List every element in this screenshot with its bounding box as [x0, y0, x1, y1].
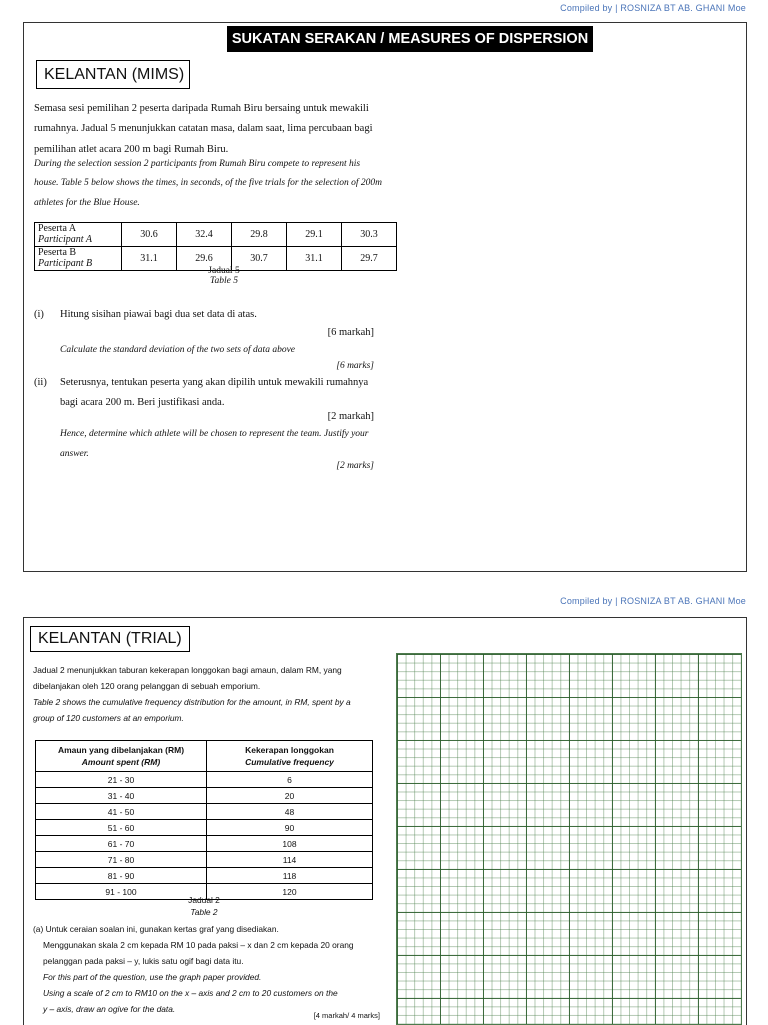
instruction-line: y – axis, draw an ogive for the data. — [43, 1003, 176, 1014]
credit-line: Compiled by | ROSNIZA BT AB. GHANI Moe — [560, 3, 746, 13]
participant-label: Peserta B — [38, 247, 77, 258]
section-label-trial: KELANTAN (TRIAL) — [30, 626, 190, 652]
table-row — [36, 820, 373, 836]
participant-label: Peserta A — [38, 223, 77, 234]
amount-cell: 61 - 70 — [36, 836, 207, 852]
worksheet-page-mims — [23, 22, 747, 572]
instruction-line: (a) Untuk ceraian soalan ini, gunakan kertas graf yang disediakan. — [33, 924, 279, 934]
intro-line: Table 2 shows the cumulative frequency distribution for the amount, in RM, spent by a — [33, 696, 351, 707]
table-caption — [149, 894, 259, 918]
time-cell: 29.8 — [232, 223, 287, 247]
intro-line: Semasa sesi pemilihan 2 peserta daripada Rumah Biru bersaing untuk mewakili — [34, 103, 369, 114]
frequency-cell: 118 — [207, 868, 373, 884]
instruction-line: pelanggan pada paksi – y, lukis satu ogif bagi data itu. — [43, 955, 244, 966]
participant-label-en: Participant B — [38, 257, 93, 269]
table-caption — [169, 266, 279, 287]
question-line: Hence, determine which athlete will be chosen to represent the team. Justify your — [60, 429, 369, 439]
intro-line: During the selection session 2 participants from Rumah Biru compete to represent his — [34, 159, 361, 169]
frequency-cell: 6 — [207, 772, 373, 788]
table-row — [36, 804, 373, 820]
graph-paper — [396, 653, 742, 1025]
time-cell: 30.7 — [232, 247, 287, 271]
question-i-marks-ms: [6 markah] — [327, 327, 374, 338]
question-ii-number: (ii) — [34, 377, 47, 388]
intro-malay — [34, 99, 404, 160]
table-row — [36, 836, 373, 852]
amount-cell: 41 - 50 — [36, 804, 207, 820]
frequency-cell: 90 — [207, 820, 373, 836]
frequency-cell: 120 — [207, 884, 373, 900]
question-ii-marks-ms: [2 markah] — [327, 411, 374, 422]
table-row — [36, 852, 373, 868]
intro-line: athletes for the Blue House. — [34, 197, 140, 208]
table-row — [35, 223, 397, 247]
time-cell: 29.1 — [287, 223, 342, 247]
time-cell: 29.6 — [177, 247, 232, 271]
time-cell: 32.4 — [177, 223, 232, 247]
intro-line: dibelanjakan oleh 120 orang pelanggan di sebuah emporium. — [33, 680, 261, 691]
instruction-line: Using a scale of 2 cm to RM10 on the x – axis and 2 cm to 20 customers on the — [43, 987, 338, 998]
section-label-mims: KELANTAN (MIMS) — [36, 60, 190, 89]
table-row — [36, 868, 373, 884]
amount-cell: 81 - 90 — [36, 868, 207, 884]
page-title: SUKATAN SERAKAN / MEASURES OF DISPERSION — [227, 26, 593, 52]
header-amount — [36, 741, 207, 772]
caption-ms: Jadual 2 — [188, 895, 220, 905]
amount-cell: 21 - 30 — [36, 772, 207, 788]
frequency-cell: 48 — [207, 804, 373, 820]
intro-english — [34, 155, 404, 213]
caption-en: Table 5 — [210, 276, 238, 287]
worksheet-page-trial — [23, 617, 747, 1025]
cumulative-frequency-table — [35, 740, 373, 900]
instruction-line: For this part of the question, use the graph paper provided. — [43, 971, 262, 982]
frequency-cell: 20 — [207, 788, 373, 804]
part-a-marks: [4 markah/ 4 marks] — [313, 1011, 380, 1020]
intro-line: house. Table 5 below shows the times, in seconds, of the five trials for the selection of 200m — [34, 178, 382, 189]
header-text: Amaun yang dibelanjakan (RM) — [57, 744, 185, 755]
frequency-cell: 108 — [207, 836, 373, 852]
intro-line: pemilihan atlet acara 200 m bagi Rumah Biru. — [34, 143, 229, 155]
question-line: bagi acara 200 m. Beri justifikasi anda. — [60, 397, 225, 409]
table-row — [36, 788, 373, 804]
intro-text — [33, 663, 389, 727]
part-a-instructions — [33, 922, 393, 1018]
amount-cell: 71 - 80 — [36, 852, 207, 868]
table-row — [36, 772, 373, 788]
header-text-en: Cumulative frequency — [245, 757, 334, 767]
caption-ms: Jadual 5 — [208, 266, 240, 276]
intro-line: rumahnya. Jadual 5 menunjukkan catatan masa, dalam saat, lima percubaan bagi — [34, 123, 373, 135]
question-i-english: Calculate the standard deviation of the two sets of data above — [60, 345, 296, 355]
amount-cell: 91 - 100 — [36, 884, 207, 900]
question-i-number: (i) — [34, 309, 44, 320]
instruction-line: Menggunakan skala 2 cm kepada RM 10 pada paksi – x dan 2 cm kepada 20 orang — [43, 939, 354, 950]
question-i-malay: Hitung sisihan piawai bagi dua set data di atas. — [60, 309, 257, 320]
time-cell: 31.1 — [122, 247, 177, 271]
time-cell: 29.7 — [342, 247, 397, 271]
amount-cell: 31 - 40 — [36, 788, 207, 804]
time-cell: 30.6 — [122, 223, 177, 247]
header-text-en: Amount spent (RM) — [81, 757, 161, 767]
time-cell: 31.1 — [287, 247, 342, 271]
intro-line: Jadual 2 menunjukkan taburan kekerapan longgokan bagi amaun, dalam RM, yang — [33, 665, 342, 675]
participant-label-en: Participant A — [38, 233, 92, 245]
participant-cell — [35, 247, 122, 271]
times-table — [34, 222, 397, 271]
table-header-row — [36, 741, 373, 772]
amount-cell: 51 - 60 — [36, 820, 207, 836]
question-line: Seterusnya, tentukan peserta yang akan dipilih untuk mewakili rumahnya — [60, 377, 369, 388]
credit-line: Compiled by | ROSNIZA BT AB. GHANI Moe — [560, 596, 746, 606]
time-cell: 30.3 — [342, 223, 397, 247]
intro-line: group of 120 customers at an emporium. — [33, 712, 184, 723]
question-ii-marks-en: [2 marks] — [336, 461, 374, 471]
header-frequency — [207, 741, 373, 772]
caption-en: Table 2 — [190, 907, 218, 918]
question-i-marks-en: [6 marks] — [336, 361, 374, 371]
question-line: answer. — [60, 448, 89, 459]
participant-cell — [35, 223, 122, 247]
header-text: Kekerapan longgokan — [245, 744, 334, 755]
frequency-cell: 114 — [207, 852, 373, 868]
